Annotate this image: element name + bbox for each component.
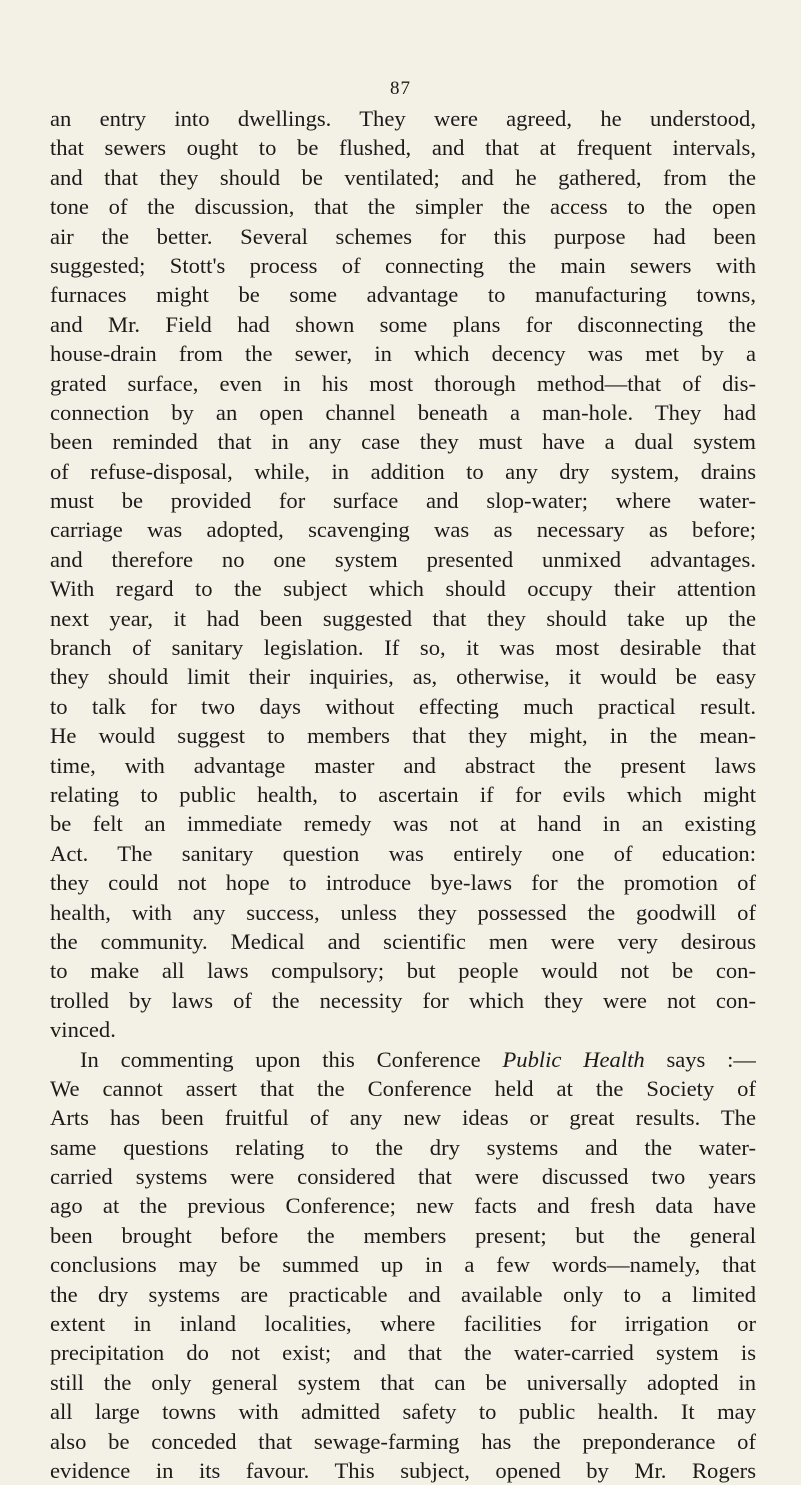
text-line: extent in inland localities, where facilities for irrigation or [50, 1309, 756, 1338]
text-line: they should limit their inquiries, as, otherwise, it would be easy [50, 662, 756, 691]
text-line: must be provided for surface and slop-water; where water- [50, 486, 756, 515]
text-line: and therefore no one system presented unmixed advantages. [50, 545, 756, 574]
text-line: vinced. [50, 1015, 756, 1044]
text-line: We cannot assert that the Conference held at the Society of [50, 1074, 756, 1103]
text-line: they could not hope to introduce bye-laws for the promotion of [50, 868, 756, 897]
text-line: and Mr. Field had shown some plans for disconnecting the [50, 310, 756, 339]
text-line: precipitation do not exist; and that the water-carried system is [50, 1338, 756, 1367]
publication-title: Public Health [502, 1047, 644, 1072]
text-line: of refuse-disposal, while, in addition to any dry system, drains [50, 457, 756, 486]
text-line: house-drain from the sewer, in which decency was met by a [50, 339, 756, 368]
text-line: to make all laws compulsory; but people would not be con- [50, 956, 756, 985]
text-line: furnaces might be some advantage to manufacturing towns, [50, 280, 756, 309]
text-line: be felt an immediate remedy was not at hand in an existing [50, 809, 756, 838]
text-line: connection by an open channel beneath a man-hole. They had [50, 398, 756, 427]
text-line: grated surface, even in his most thorough method—that of dis- [50, 369, 756, 398]
text-run: says :— [666, 1047, 756, 1072]
body-text [50, 104, 756, 1485]
text-line: same questions relating to the dry systems and the water- [50, 1133, 756, 1162]
text-line: branch of sanitary legislation. If so, it was most desirable that [50, 633, 756, 662]
text-line: the dry systems are practicable and available only to a limited [50, 1280, 756, 1309]
page-number: 87 [0, 78, 801, 100]
text-line: evidence in its favour. This subject, opened by Mr. Rogers [50, 1456, 756, 1485]
text-line: also be conceded that sewage-farming has the preponderance of [50, 1427, 756, 1456]
text-line: relating to public health, to ascertain if for evils which might [50, 780, 756, 809]
text-line: and that they should be ventilated; and he gathered, from the [50, 163, 756, 192]
text-line: carriage was adopted, scavenging was as necessary as before; [50, 515, 756, 544]
text-line: carried systems were considered that were discussed two years [50, 1162, 756, 1191]
text-line: an entry into dwellings. They were agreed, he understood, [50, 104, 756, 133]
text-line: health, with any success, unless they possessed the goodwill of [50, 898, 756, 927]
text-line: still the only general system that can be universally adopted in [50, 1368, 756, 1397]
text-line: the community. Medical and scientific men were very desirous [50, 927, 756, 956]
text-line: Arts has been fruitful of any new ideas or great results. The [50, 1103, 756, 1132]
text-line: conclusions may be summed up in a few words—namely, that [50, 1250, 756, 1279]
text-line: time, with advantage master and abstract the present laws [50, 751, 756, 780]
paragraph-1 [50, 104, 756, 1045]
text-line: ago at the previous Conference; new facts and fresh data have [50, 1191, 756, 1220]
text-line: He would suggest to members that they might, in the mean- [50, 721, 756, 750]
text-line: next year, it had been suggested that they should take up the [50, 604, 756, 633]
text-line: all large towns with admitted safety to public health. It may [50, 1397, 756, 1426]
text-line: With regard to the subject which should occupy their attention [50, 574, 756, 603]
text-line: trolled by laws of the necessity for which they were not con- [50, 986, 756, 1015]
text-line: that sewers ought to be flushed, and that at frequent intervals, [50, 133, 756, 162]
text-line [50, 1045, 756, 1074]
text-line: to talk for two days without effecting much practical result. [50, 692, 756, 721]
text-line: Act. The sanitary question was entirely one of education: [50, 839, 756, 868]
text-line: suggested; Stott's process of connecting the main sewers with [50, 251, 756, 280]
text-line: air the better. Several schemes for this purpose had been [50, 222, 756, 251]
paragraph-2 [50, 1045, 756, 1485]
text-run: In commenting upon this Conference [80, 1047, 481, 1072]
text-line: been reminded that in any case they must have a dual system [50, 427, 756, 456]
text-line: tone of the discussion, that the simpler the access to the open [50, 192, 756, 221]
text-line: been brought before the members present; but the general [50, 1221, 756, 1250]
